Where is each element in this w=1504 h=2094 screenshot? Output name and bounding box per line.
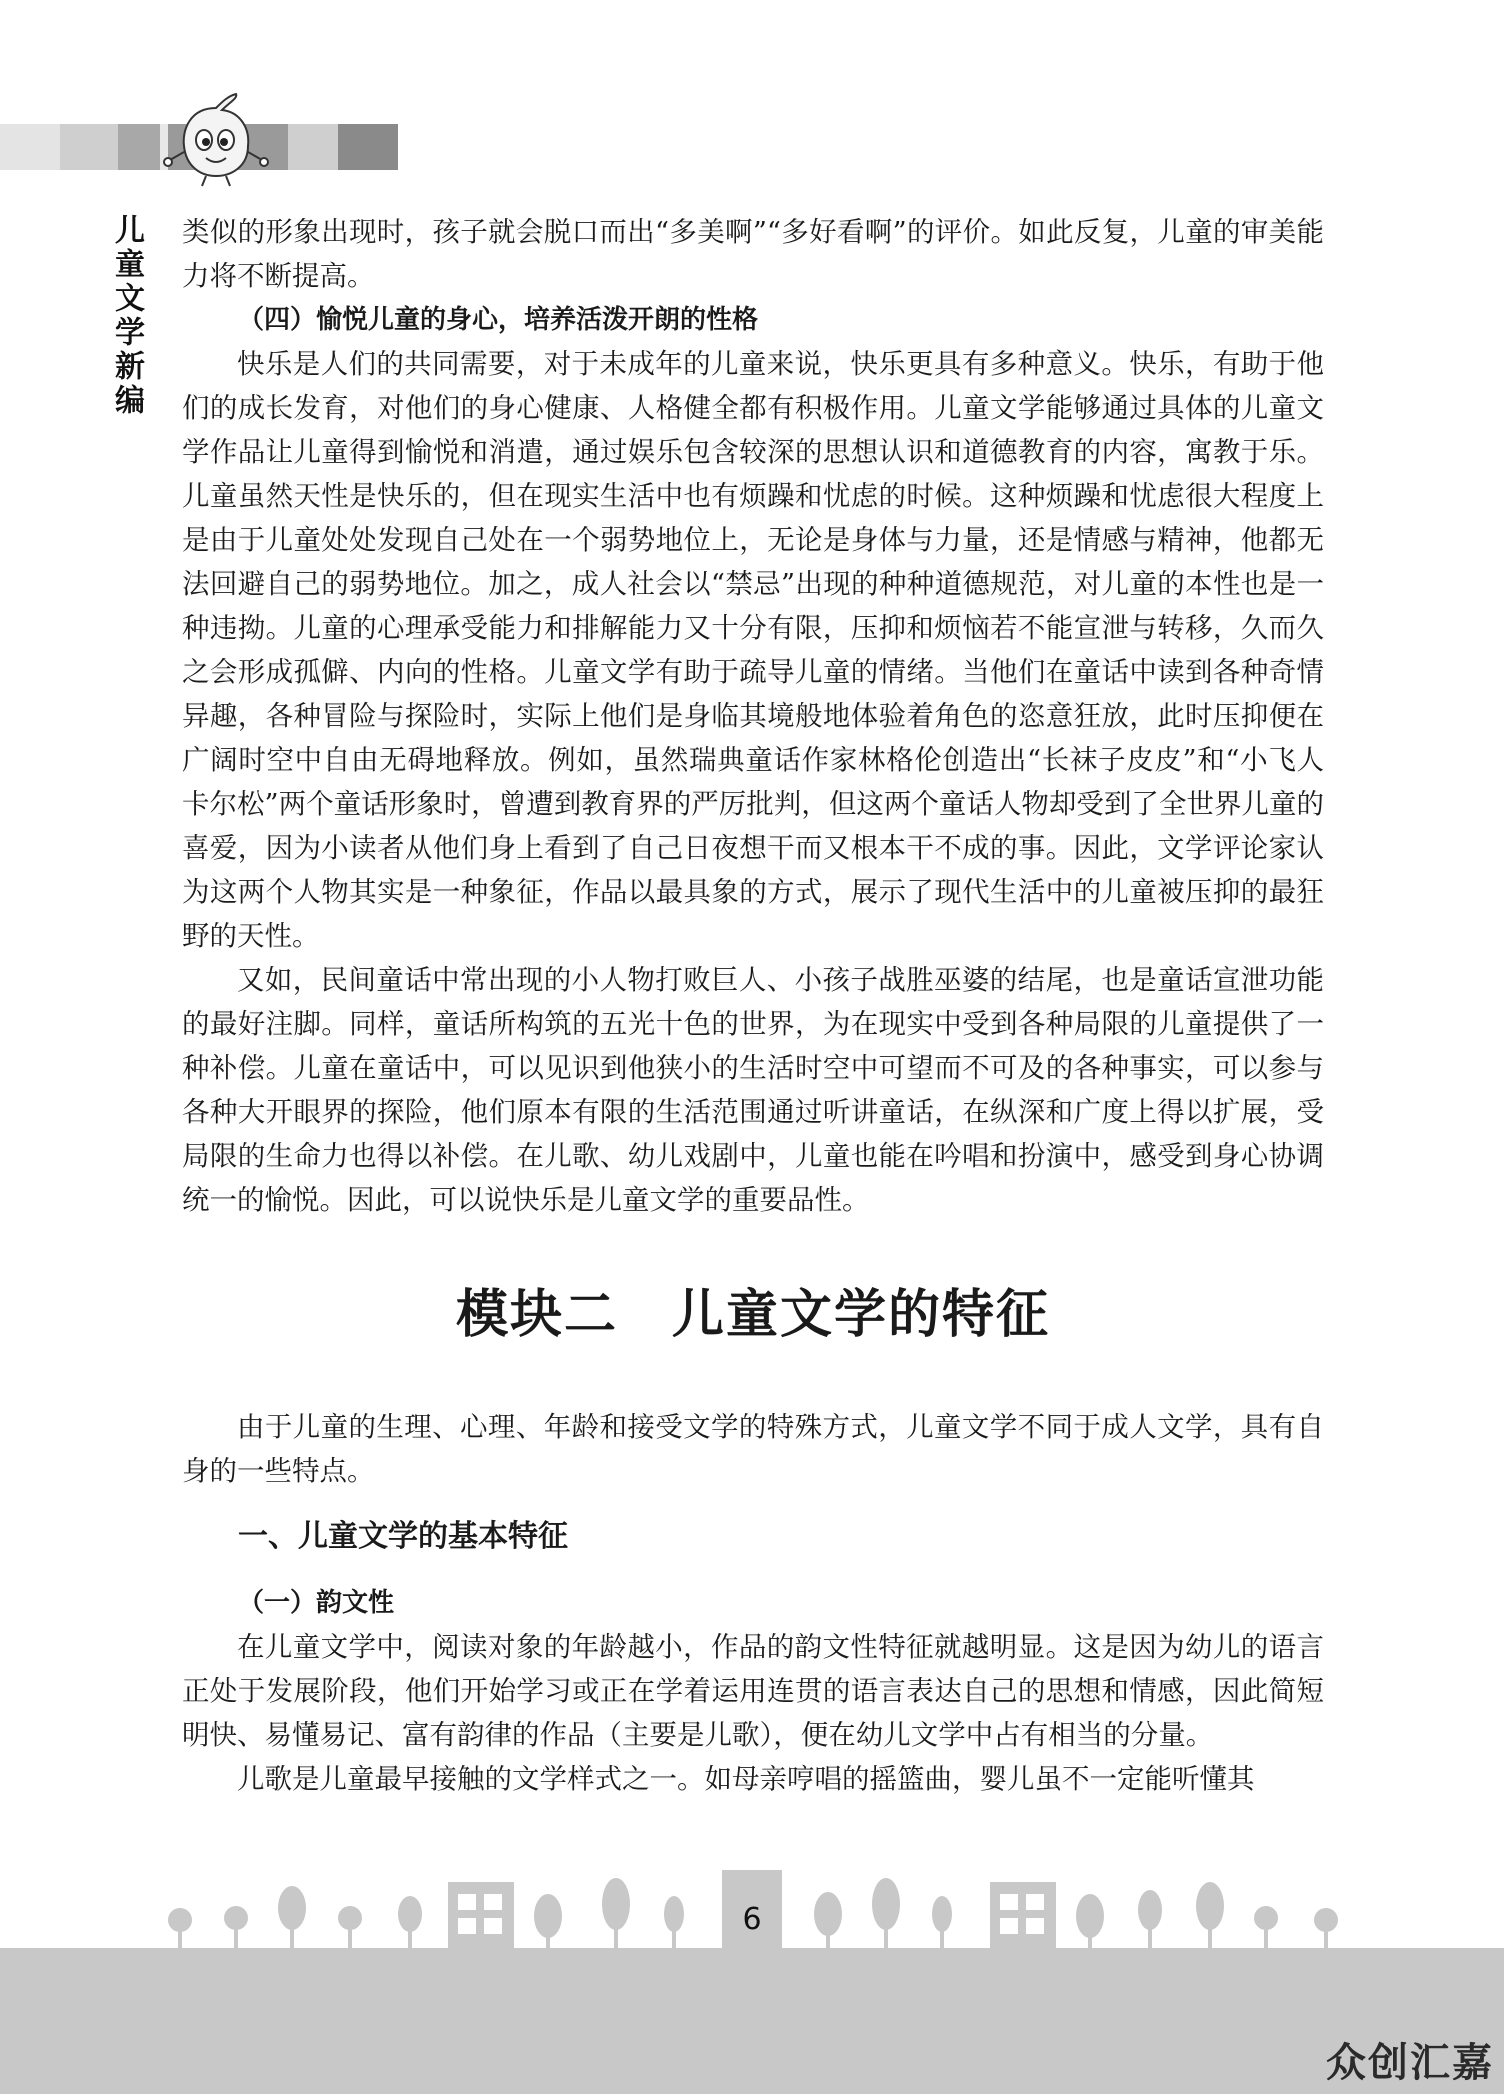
page-number: 6: [742, 1902, 762, 1937]
module-title: 模块二 儿童文学的特征: [455, 1284, 1050, 1345]
subheading-1: （一）韵文性: [238, 1588, 395, 1618]
mascot-icon: [160, 90, 272, 190]
subheading-4: （四）愉悦儿童的身心，培养活泼开朗的性格: [238, 305, 759, 335]
paragraph: 又如，民间童话中常出现的小人物打败巨人、小孩子战胜巫婆的结尾，也是童话宣泄功能的最好注脚。同样，童话所构筑的五光十色的世界，为在现实中受到各种局限的儿童提供了一种补偿。儿童在童话中，可以见识到他狭小的生活时空中可望而不可及的各种事实，可以参与各种大开眼界的探险，他们原本有限的生活范围通过听讲童话，在纵深和广度上得以扩展，受局限的生命力也得以补偿。在儿歌、幼儿戏剧中，儿童也能在吟唱和扮演中，感受到身心协调统一的愉悦。因此，可以说快乐是儿童文学的重要品性。: [182, 964, 1324, 1216]
paragraph: 由于儿童的生理、心理、年龄和接受文学的特殊方式，儿童文学不同于成人文学，具有自身的一些特点。: [182, 1411, 1324, 1487]
paragraph: 在儿童文学中，阅读对象的年龄越小，作品的韵文性特征就越明显。这是因为幼儿的语言正处于发展阶段，他们开始学习或正在学着运用连贯的语言表达自己的思想和情感，因此简短明快、易懂易记、富有韵律的作品（主要是儿歌），便在幼儿文学中占有相当的分量。: [182, 1631, 1324, 1751]
paragraph: 快乐是人们的共同需要，对于未成年的儿童来说，快乐更具有多种意义。快乐，有助于他们的成长发育，对他们的身心健康、人格健全都有积极作用。儿童文学能够通过具体的儿童文学作品让儿童得到愉悦和消遣，通过娱乐包含较深的思想认识和道德教育的内容，寓教于乐。儿童虽然天性是快乐的，但在现实生活中也有烦躁和忧虑的时候。这种烦躁和忧虑很大程度上是由于儿童处处发现自己处在一个弱势地位上，无论是身体与力量，还是情感与精神，他都无法回避自己的弱势地位。加之，成人社会以“禁忌”出现的种种道德规范，对儿童的本性也是一种违拗。儿童的心理承受能力和排解能力又十分有限，压抑和烦恼若不能宣泄与转移，久而久之会形成孤僻、内向的性格。儿童文学有助于疏导儿童的情绪。当他们在童话中读到各种奇情异趣，各种冒险与探险时，实际上他们是身临其境般地体验着角色的恣意狂放，此时压抑便在广阔时空中自由无碍地释放。例如，虽然瑞典童话作家林格伦创造出“长袜子皮皮”和“小飞人卡尔松”两个童话形象时，曾遭到教育界的严厉批判，但这两个童话人物却受到了全世界儿童的喜爱，因为小读者从他们身上看到了自己日夜想干而又根本干不成的事。因此，文学评论家认为这两个人物其实是一种象征，作品以最具象的方式，展示了现代生活中的儿童被压抑的最狂野的天性。: [182, 348, 1324, 952]
page-content: [182, 210, 1324, 1801]
paragraph: 儿歌是儿童最早接触的文学样式之一。如母亲哼唱的摇篮曲，婴儿虽不一定能听懂其: [237, 1763, 1255, 1795]
paragraph: 类似的形象出现时，孩子就会脱口而出“多美啊”“多好看啊”的评价。如此反复，儿童的审美能力将不断提高。: [182, 216, 1324, 292]
book-title-vertical: 儿童文学新编: [109, 214, 144, 418]
watermark-logo: 众创汇嘉: [1326, 2040, 1494, 2086]
section-heading: 一、儿童文学的基本特征: [238, 1519, 568, 1554]
